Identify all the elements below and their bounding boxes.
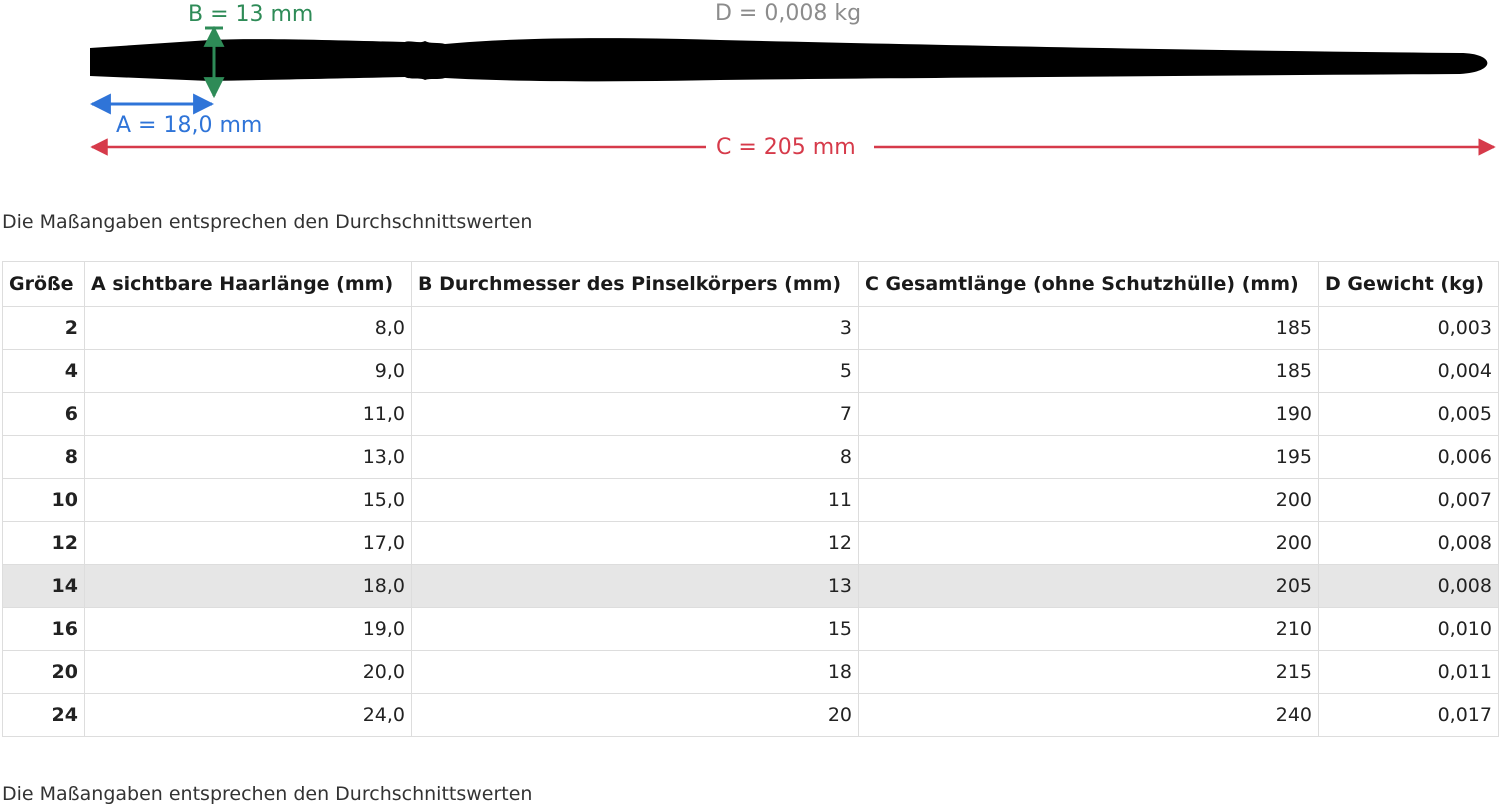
cell-size: 10 — [3, 479, 85, 522]
cell-size: 2 — [3, 307, 85, 350]
table-body — [3, 307, 1499, 737]
cell-weight: 0,007 — [1319, 479, 1499, 522]
cell-total-length: 205 — [859, 565, 1319, 608]
brush-dimension-diagram — [0, 0, 1500, 170]
cell-size: 4 — [3, 350, 85, 393]
cell-weight: 0,004 — [1319, 350, 1499, 393]
table-header-row — [3, 262, 1499, 307]
label-c: C = 205 mm — [716, 135, 856, 160]
cell-hair-length: 13,0 — [85, 436, 412, 479]
cell-size: 14 — [3, 565, 85, 608]
table-row — [3, 350, 1499, 393]
label-a: A = 18,0 mm — [116, 113, 263, 138]
cell-size: 16 — [3, 608, 85, 651]
cell-hair-length: 19,0 — [85, 608, 412, 651]
average-values-note-bottom: Die Maßangaben entsprechen den Durchschnittswerten — [2, 783, 533, 805]
table-row — [3, 694, 1499, 737]
cell-total-length: 190 — [859, 393, 1319, 436]
cell-hair-length: 20,0 — [85, 651, 412, 694]
cell-total-length: 195 — [859, 436, 1319, 479]
cell-weight: 0,010 — [1319, 608, 1499, 651]
cell-total-length: 185 — [859, 307, 1319, 350]
cell-weight: 0,006 — [1319, 436, 1499, 479]
cell-hair-length: 8,0 — [85, 307, 412, 350]
cell-hair-length: 24,0 — [85, 694, 412, 737]
cell-weight: 0,008 — [1319, 522, 1499, 565]
cell-weight: 0,003 — [1319, 307, 1499, 350]
header-hair-length: A sichtbare Haarlänge (mm) — [85, 262, 412, 307]
cell-hair-length: 15,0 — [85, 479, 412, 522]
cell-diameter: 3 — [412, 307, 859, 350]
cell-total-length: 210 — [859, 608, 1319, 651]
header-total-length: C Gesamtlänge (ohne Schutzhülle) (mm) — [859, 262, 1319, 307]
cell-weight: 0,008 — [1319, 565, 1499, 608]
cell-total-length: 240 — [859, 694, 1319, 737]
cell-diameter: 11 — [412, 479, 859, 522]
table-row — [3, 608, 1499, 651]
cell-hair-length: 17,0 — [85, 522, 412, 565]
table-row — [3, 565, 1499, 608]
cell-weight: 0,005 — [1319, 393, 1499, 436]
cell-diameter: 18 — [412, 651, 859, 694]
cell-size: 8 — [3, 436, 85, 479]
cell-weight: 0,011 — [1319, 651, 1499, 694]
table-row — [3, 522, 1499, 565]
cell-diameter: 12 — [412, 522, 859, 565]
table-row — [3, 436, 1499, 479]
cell-diameter: 8 — [412, 436, 859, 479]
brush-diagram-svg — [0, 0, 1500, 170]
cell-size: 12 — [3, 522, 85, 565]
cell-diameter: 20 — [412, 694, 859, 737]
header-diameter: B Durchmesser des Pinselkörpers (mm) — [412, 262, 859, 307]
cell-hair-length: 18,0 — [85, 565, 412, 608]
cell-weight: 0,017 — [1319, 694, 1499, 737]
table-row — [3, 393, 1499, 436]
cell-total-length: 185 — [859, 350, 1319, 393]
cell-hair-length: 9,0 — [85, 350, 412, 393]
brush-silhouette — [90, 38, 1487, 81]
table-row — [3, 479, 1499, 522]
table-row — [3, 307, 1499, 350]
cell-total-length: 215 — [859, 651, 1319, 694]
table-row — [3, 651, 1499, 694]
cell-total-length: 200 — [859, 479, 1319, 522]
cell-size: 20 — [3, 651, 85, 694]
label-d: D = 0,008 kg — [715, 1, 862, 26]
cell-total-length: 200 — [859, 522, 1319, 565]
cell-size: 6 — [3, 393, 85, 436]
header-weight: D Gewicht (kg) — [1319, 262, 1499, 307]
header-size: Größe — [3, 262, 85, 307]
cell-diameter: 7 — [412, 393, 859, 436]
cell-diameter: 15 — [412, 608, 859, 651]
size-table — [2, 261, 1499, 737]
cell-diameter: 5 — [412, 350, 859, 393]
average-values-note-top: Die Maßangaben entsprechen den Durchschnittswerten — [2, 211, 533, 233]
label-b: B = 13 mm — [188, 2, 314, 27]
cell-diameter: 13 — [412, 565, 859, 608]
cell-hair-length: 11,0 — [85, 393, 412, 436]
cell-size: 24 — [3, 694, 85, 737]
